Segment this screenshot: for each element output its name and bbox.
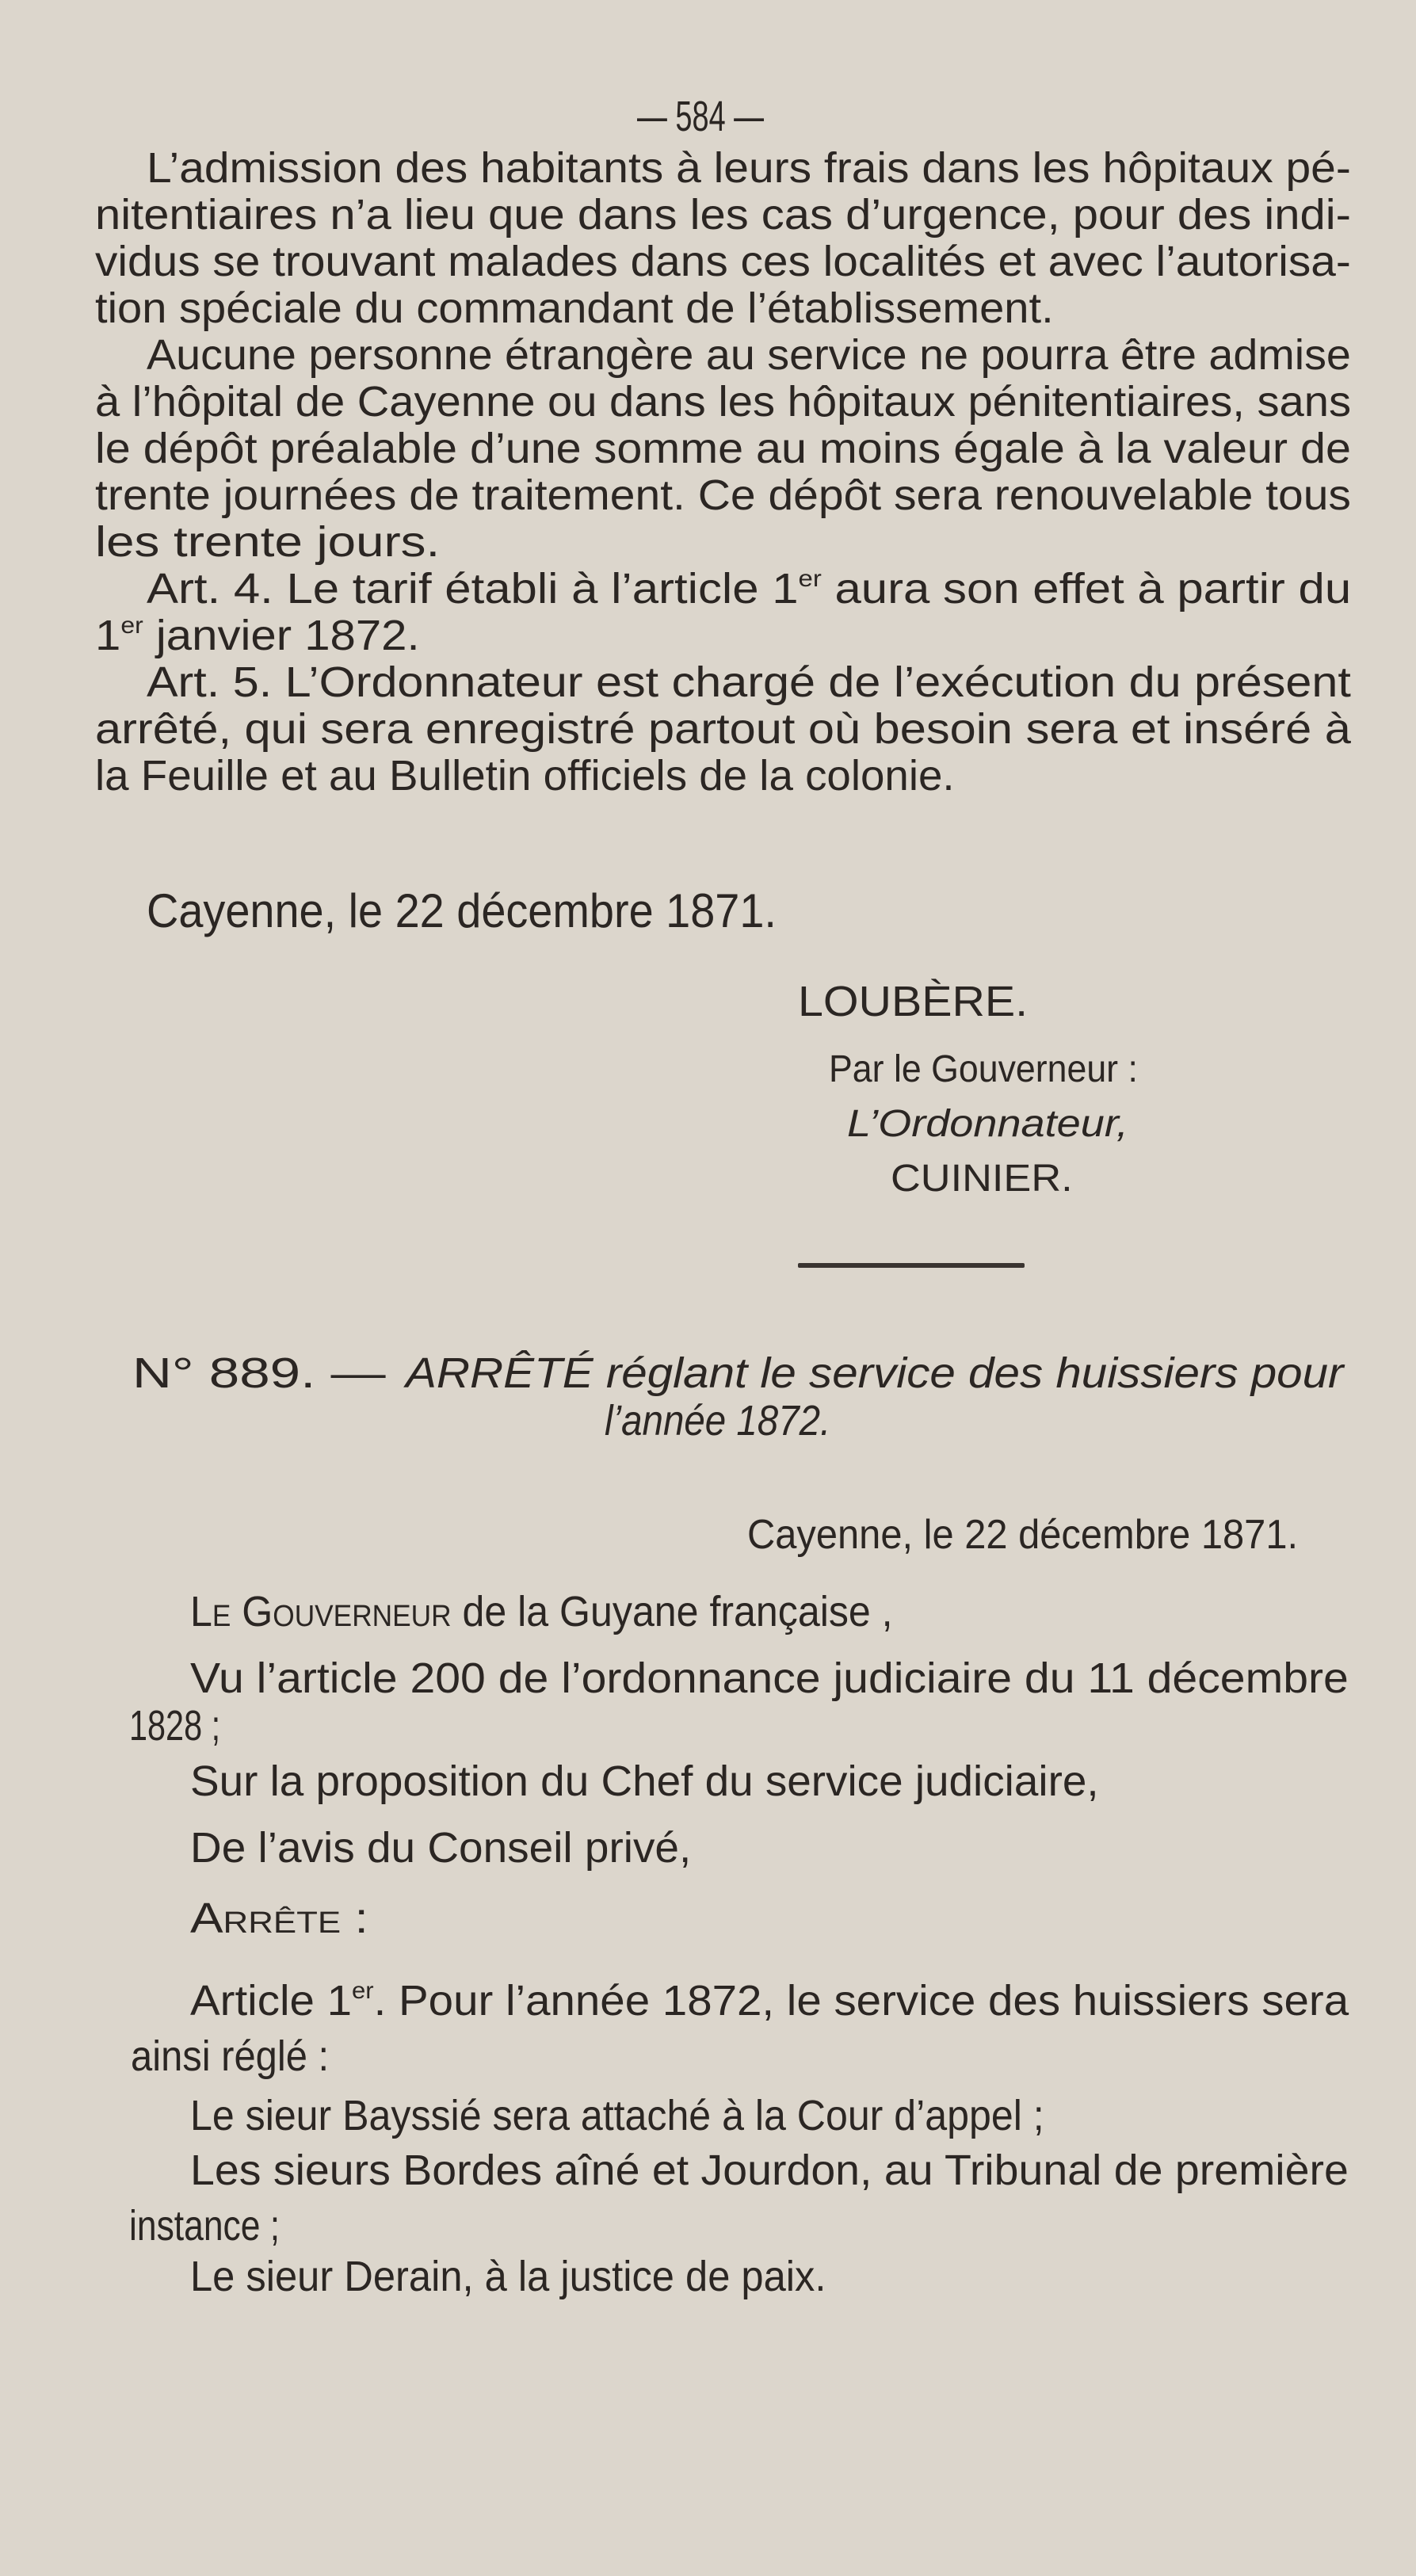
text-line: Le sieur Derain, à la justice de paix. <box>190 2253 826 2300</box>
text-line: arrêté, qui sera enregistré partout où besoin sera et inséré à <box>95 705 1351 753</box>
superscript: er <box>798 566 822 593</box>
text-line: vidus se trouvant malades dans ces localités et avec l’autorisa- <box>95 238 1351 285</box>
decree-title-2: l’année 1872. <box>605 1397 831 1444</box>
page-number: — 584 — <box>637 93 765 140</box>
text-fragment: de la Guyane française , <box>451 1588 893 1635</box>
text-line: nitentiaires n’a lieu que dans les cas d’urgence, pour des indi- <box>95 191 1351 239</box>
text-line: Sur la proposition du Chef du service judiciaire, <box>190 1757 1099 1805</box>
decree-place-date: Cayenne, le 22 décembre 1871. <box>747 1512 1299 1558</box>
text-line: tion spéciale du commandant de l’établissement. <box>95 284 1054 332</box>
section-divider <box>798 1263 1025 1268</box>
text-line: trente journées de traitement. Ce dépôt sera renouvelable tous <box>95 471 1351 519</box>
text-line: le dépôt préalable d’une somme au moins égale à la valeur de <box>95 425 1351 472</box>
article-1-line <box>190 1977 1349 2025</box>
text-line: les trente jours. <box>95 518 441 566</box>
text-line: 1828 ; <box>129 1702 221 1750</box>
text-line: Les sieurs Bordes aîné et Jourdon, au Tribunal de première <box>190 2147 1349 2194</box>
text-fragment: janvier 1872. <box>143 612 420 659</box>
text-line: Aucune personne étrangère au service ne pourra être admise <box>147 331 1351 379</box>
superscript: er <box>120 613 143 639</box>
text-line: De l’avis du Conseil privé, <box>190 1824 692 1872</box>
arrete-heading: Arrête : <box>190 1895 368 1942</box>
text-line <box>147 565 1351 613</box>
governor-title: Le Gouverneur <box>190 1588 452 1635</box>
signature-by: Par le Gouverneur : <box>829 1048 1138 1090</box>
text-line: instance ; <box>129 2202 281 2250</box>
text-line <box>95 612 420 659</box>
text-fragment: aura son effet à partir du <box>821 565 1352 613</box>
place-date: Cayenne, le 22 décembre 1871. <box>147 884 777 937</box>
text-line: L’admission des habitants à leurs frais dans les hôpitaux pé- <box>147 144 1351 192</box>
decree-number: N° 889. — <box>132 1349 386 1397</box>
text-line: ainsi réglé : <box>131 2032 330 2080</box>
text-fragment: Article 1 <box>190 1977 353 2025</box>
superscript: er <box>352 1978 374 2005</box>
text-fragment: . Pour l’année 1872, le service des huissiers sera <box>373 1977 1349 2025</box>
governor-line <box>190 1588 893 1635</box>
text-line: la Feuille et au Bulletin officiels de la colonie. <box>95 752 955 800</box>
decree-title: ARRÊTÉ réglant le service des huissiers pour <box>406 1349 1344 1397</box>
countersign: CUINIER. <box>891 1158 1073 1200</box>
text-line: à l’hôpital de Cayenne ou dans les hôpitaux pénitentiaires, sans <box>95 378 1352 426</box>
text-fragment: 1 <box>95 612 121 659</box>
text-line: Le sieur Bayssié sera attaché à la Cour d’appel ; <box>190 2092 1044 2139</box>
signature-name: LOUBÈRE. <box>798 978 1029 1025</box>
text-line: Vu l’article 200 de l’ordonnance judiciaire du 11 décembre <box>190 1654 1349 1702</box>
text-fragment: Art. 4. Le tarif établi à l’article 1 <box>147 565 799 613</box>
signature-role: L’Ordonnateur, <box>847 1103 1128 1145</box>
text-line: Art. 5. L’Ordonnateur est chargé de l’exécution du présent <box>147 658 1351 706</box>
